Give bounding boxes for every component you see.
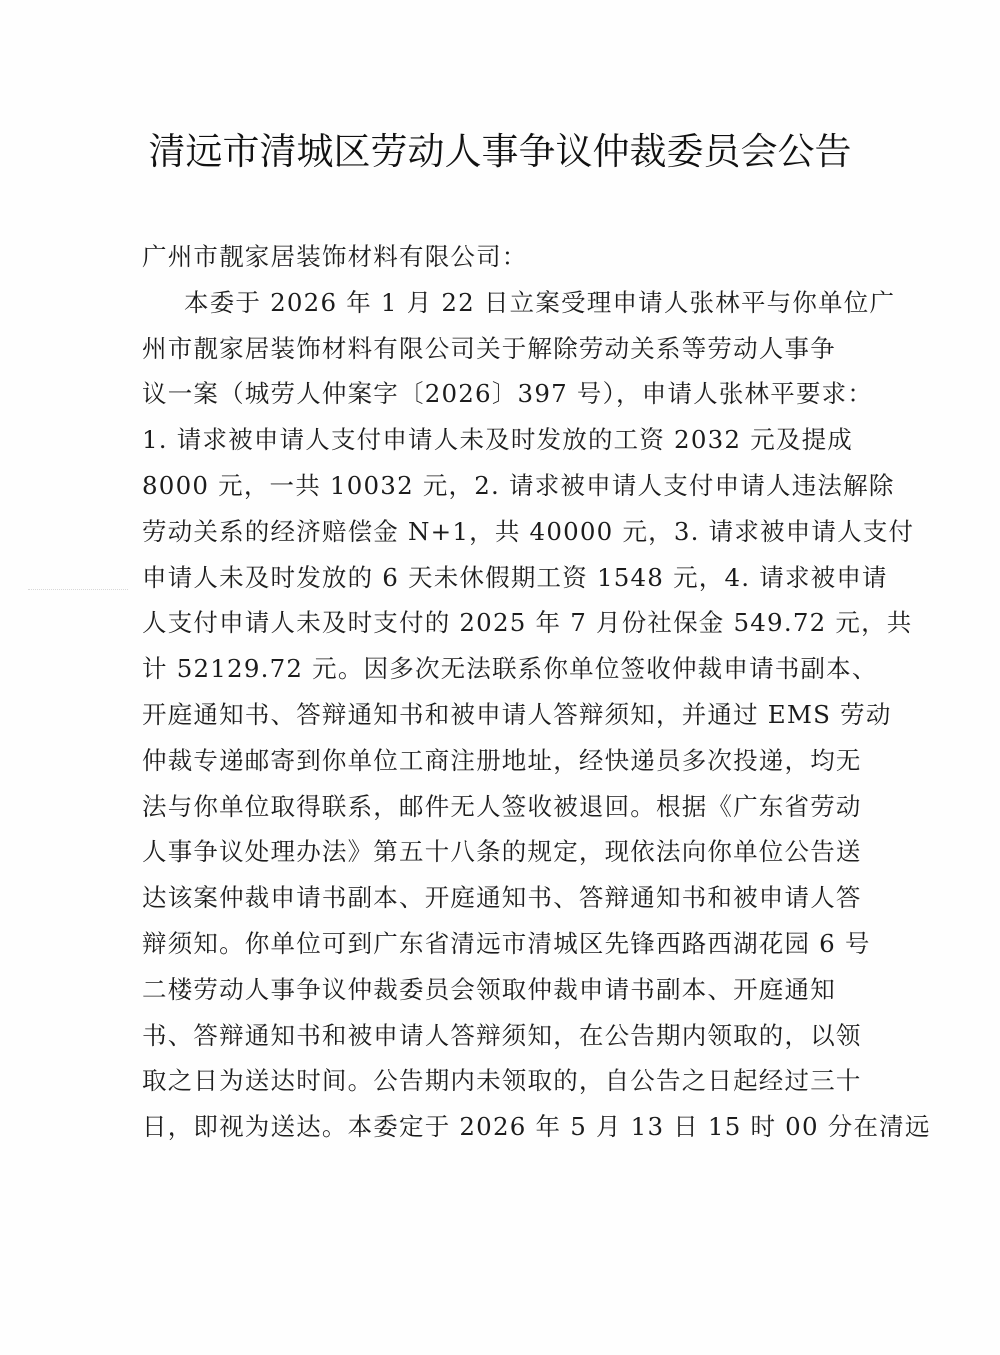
body-line: 1. 请求被申请人支付申请人未及时发放的工资 2032 元及提成 xyxy=(142,425,853,455)
body-line: 书、答辩通知书和被申请人答辩须知，在公告期内领取的，以领 xyxy=(142,1020,862,1050)
body-line: 辩须知。你单位可到广东省清远市清城区先锋西路西湖花园 6 号 xyxy=(142,928,871,958)
body-line: 人事争议处理办法》第五十八条的规定，现依法向你单位公告送 xyxy=(142,837,862,867)
notice-title: 清远市清城区劳动人事争议仲裁委员会公告 xyxy=(148,130,852,173)
scan-artifact xyxy=(28,589,128,591)
body-line: 二楼劳动人事争议仲裁委员会领取仲裁申请书副本、开庭通知 xyxy=(142,974,836,1004)
body-line: 劳动关系的经济赔偿金 N+1，共 40000 元，3. 请求被申请人支付 xyxy=(142,516,915,546)
body-line: 计 52129.72 元。因多次无法联系你单位签收仲裁申请书副本、 xyxy=(142,654,878,684)
body-line: 人支付申请人未及时支付的 2025 年 7 月份社保金 549.72 元，共 xyxy=(142,608,913,638)
body-line: 州市靓家居装饰材料有限公司关于解除劳动关系等劳动人事争 xyxy=(142,333,836,363)
body-line: 取之日为送达时间。公告期内未领取的，自公告之日起经过三十 xyxy=(142,1066,862,1096)
body-line: 8000 元，一共 10032 元，2. 请求被申请人支付申请人违法解除 xyxy=(142,470,895,500)
body-line: 申请人未及时发放的 6 天未休假期工资 1548 元，4. 请求被申请 xyxy=(142,562,888,592)
body-line: 日，即视为送达。本委定于 2026 年 5 月 13 日 15 时 00 分在清远 xyxy=(142,1112,931,1142)
body-line: 议一案（城劳人仲案字〔2026〕397 号），申请人张林平要求： xyxy=(142,379,874,409)
body-line: 法与你单位取得联系，邮件无人签收被退回。根据《广东省劳动 xyxy=(142,791,862,821)
notice-body xyxy=(142,234,931,1150)
body-line: 本委于 2026 年 1 月 22 日立案受理申请人张林平与你单位广 xyxy=(184,287,896,317)
body-line: 达该案仲裁申请书副本、开庭通知书、答辩通知书和被申请人答 xyxy=(142,883,862,913)
body-line: 仲裁专递邮寄到你单位工商注册地址，经快递员多次投递，均无 xyxy=(142,745,862,775)
body-line: 开庭通知书、答辩通知书和被申请人答辩须知，并通过 EMS 劳动 xyxy=(142,699,892,729)
salutation: 广州市靓家居装饰材料有限公司： xyxy=(142,242,528,271)
